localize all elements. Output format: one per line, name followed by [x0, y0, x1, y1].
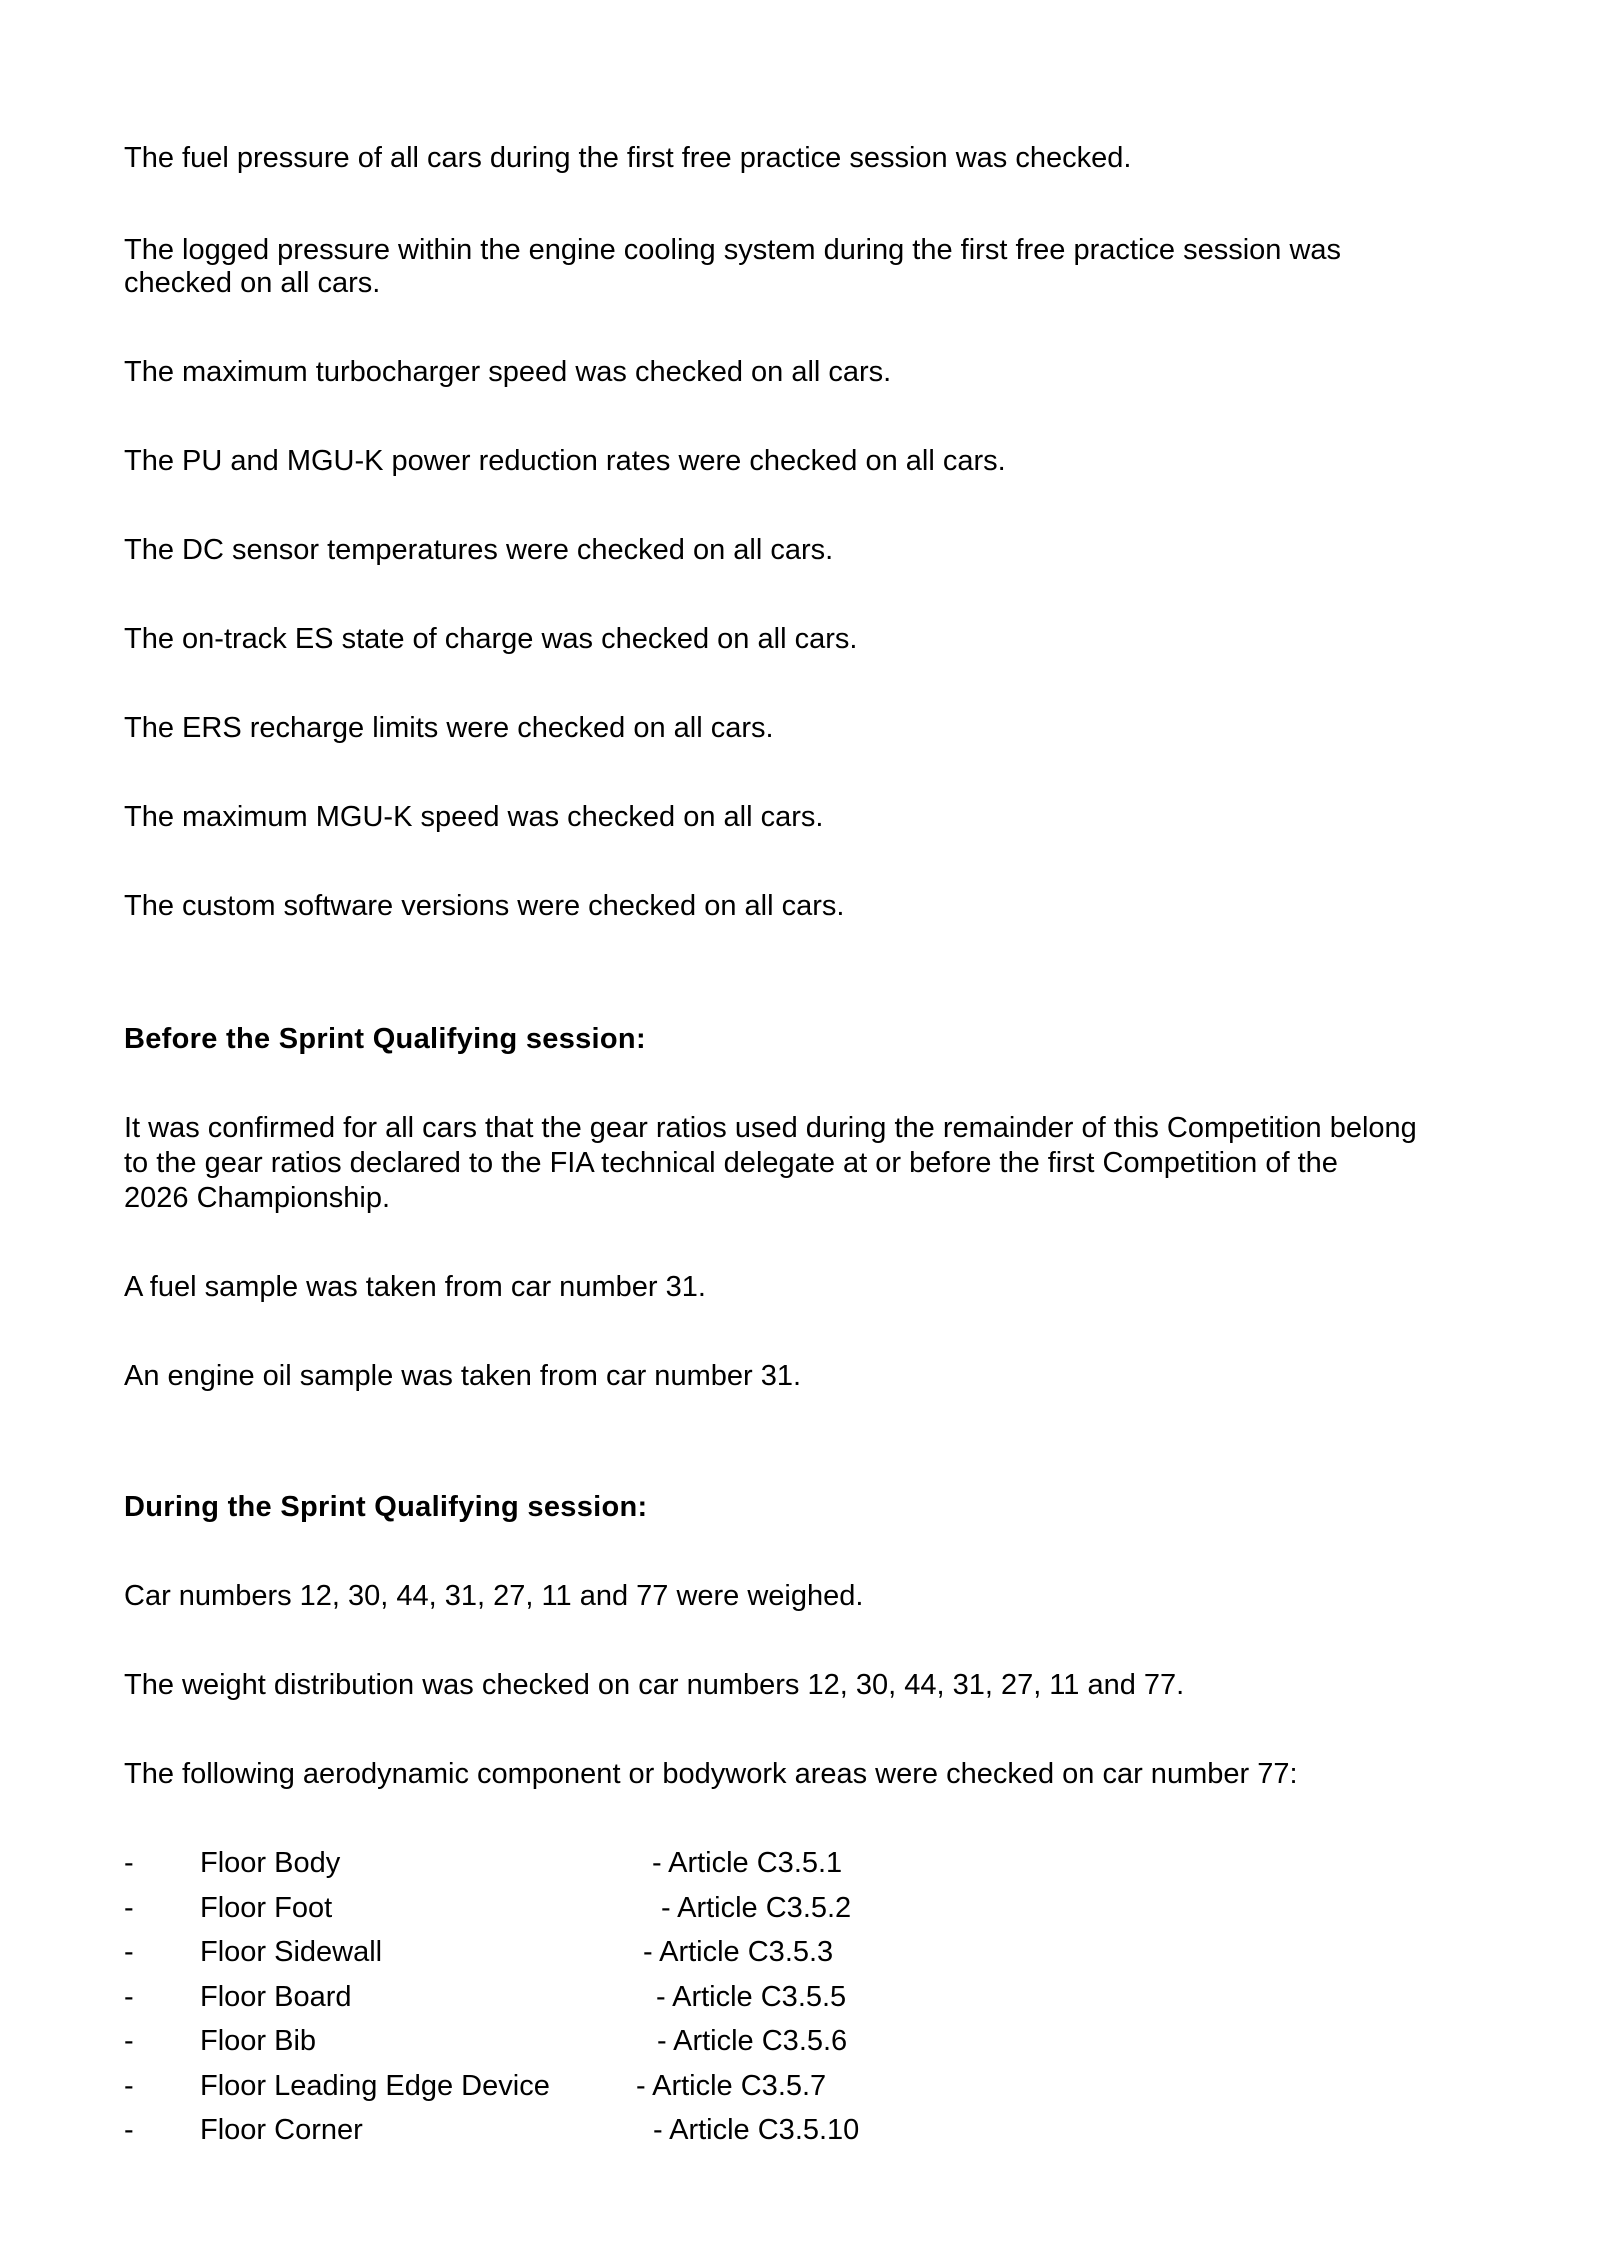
section-heading-during: During the Sprint Qualifying session:	[124, 1491, 648, 1523]
check-cooling-pressure-line2: checked on all cars.	[124, 267, 381, 299]
list-item-article: - Article C3.5.3	[643, 1936, 834, 1968]
list-item-article: - Article C3.5.10	[653, 2114, 860, 2146]
section-heading-before: Before the Sprint Qualifying session:	[124, 1023, 646, 1055]
check-ers-recharge-limits: The ERS recharge limits were checked on all cars.	[124, 712, 774, 744]
list-dash: -	[124, 1981, 134, 2013]
list-dash: -	[124, 2070, 134, 2102]
check-mguk-speed: The maximum MGU-K speed was checked on all cars.	[124, 801, 824, 833]
check-turbocharger-speed: The maximum turbocharger speed was checked on all cars.	[124, 356, 892, 388]
weighed-cars-text: Car numbers 12, 30, 44, 31, 27, 11 and 77 were weighed.	[124, 1580, 864, 1612]
list-item-article: - Article C3.5.7	[636, 2070, 827, 2102]
list-item-name: Floor Board	[200, 1981, 352, 2013]
list-item-article: - Article C3.5.6	[657, 2025, 848, 2057]
list-item-name: Floor Body	[200, 1847, 341, 1879]
list-item-article: - Article C3.5.5	[656, 1981, 847, 2013]
list-item-name: Floor Sidewall	[200, 1936, 383, 1968]
gear-ratios-line1: It was confirmed for all cars that the gear ratios used during the remainder of this Competition belong	[124, 1112, 1417, 1144]
list-dash: -	[124, 1936, 134, 1968]
list-dash: -	[124, 2114, 134, 2146]
aero-check-intro: The following aerodynamic component or bodywork areas were checked on car number 77:	[124, 1758, 1298, 1790]
check-cooling-pressure-line1: The logged pressure within the engine cooling system during the first free practice session was	[124, 234, 1342, 266]
list-item-name: Floor Corner	[200, 2114, 363, 2146]
list-item-article: - Article C3.5.1	[652, 1847, 843, 1879]
list-item-name: Floor Leading Edge Device	[200, 2070, 550, 2102]
list-dash: -	[124, 2025, 134, 2057]
gear-ratios-line2: to the gear ratios declared to the FIA technical delegate at or before the first Competition of the	[124, 1147, 1338, 1179]
list-item-name: Floor Foot	[200, 1892, 333, 1924]
gear-ratios-line3: 2026 Championship.	[124, 1182, 391, 1214]
check-fuel-pressure: The fuel pressure of all cars during the first free practice session was checked.	[124, 142, 1132, 174]
list-dash: -	[124, 1847, 134, 1879]
fuel-sample-text: A fuel sample was taken from car number 31.	[124, 1271, 706, 1303]
check-dc-sensor-temperatures: The DC sensor temperatures were checked on all cars.	[124, 534, 834, 566]
check-power-reduction-rates: The PU and MGU-K power reduction rates were checked on all cars.	[124, 445, 1006, 477]
check-software-versions: The custom software versions were checked on all cars.	[124, 890, 845, 922]
weight-distribution-text: The weight distribution was checked on car numbers 12, 30, 44, 31, 27, 11 and 77.	[124, 1669, 1185, 1701]
list-item-article: - Article C3.5.2	[661, 1892, 852, 1924]
list-item-name: Floor Bib	[200, 2025, 317, 2057]
oil-sample-text: An engine oil sample was taken from car number 31.	[124, 1360, 802, 1392]
list-dash: -	[124, 1892, 134, 1924]
check-es-state-of-charge: The on-track ES state of charge was checked on all cars.	[124, 623, 858, 655]
